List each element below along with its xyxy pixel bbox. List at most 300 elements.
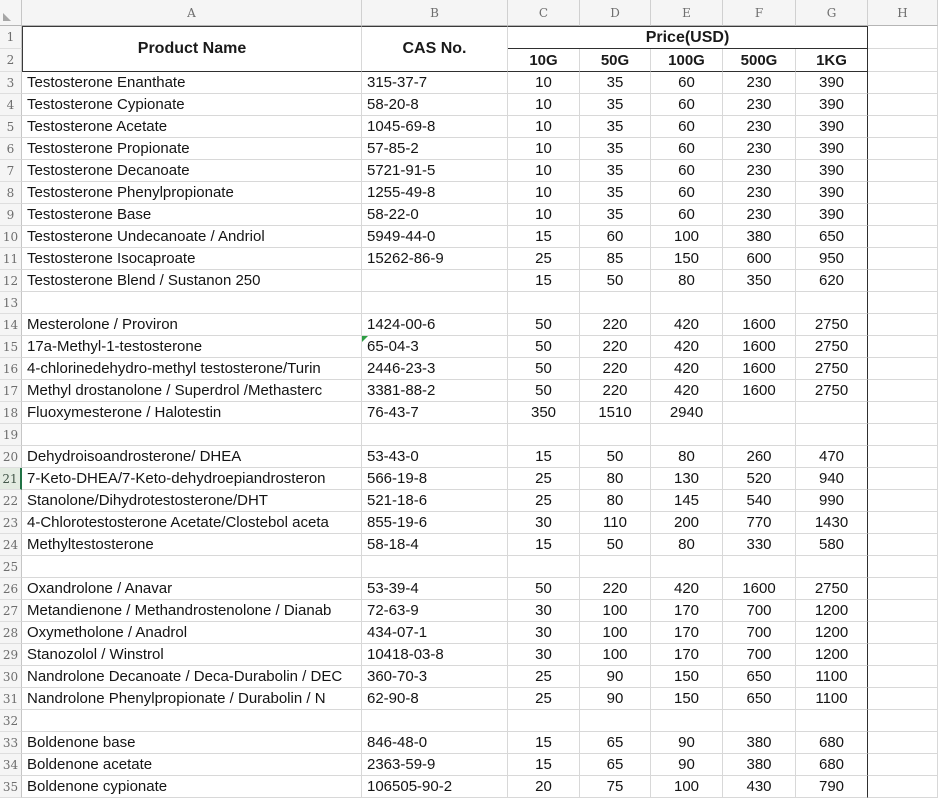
row-header-33[interactable]: 33 bbox=[0, 732, 22, 754]
cell-a18[interactable]: Fluoxymesterone / Halotestin bbox=[22, 402, 362, 424]
cell-b7[interactable]: 5721-91-5 bbox=[362, 160, 508, 182]
cell-d30[interactable]: 90 bbox=[580, 666, 651, 688]
cell-d25[interactable] bbox=[580, 556, 651, 578]
cell-h24[interactable] bbox=[868, 534, 938, 556]
cell-b28[interactable]: 434-07-1 bbox=[362, 622, 508, 644]
cell-d35[interactable]: 75 bbox=[580, 776, 651, 798]
row-header-16[interactable]: 16 bbox=[0, 358, 22, 380]
cell-d14[interactable]: 220 bbox=[580, 314, 651, 336]
cell-b23[interactable]: 855-19-6 bbox=[362, 512, 508, 534]
cell-g23[interactable]: 1430 bbox=[796, 512, 868, 534]
row-header-19[interactable]: 19 bbox=[0, 424, 22, 446]
column-header-g[interactable]: G bbox=[796, 0, 868, 26]
cell-a9[interactable]: Testosterone Base bbox=[22, 204, 362, 226]
cell-f35[interactable]: 430 bbox=[723, 776, 796, 798]
row-header-22[interactable]: 22 bbox=[0, 490, 22, 512]
cell-h15[interactable] bbox=[868, 336, 938, 358]
cell-b31[interactable]: 62-90-8 bbox=[362, 688, 508, 710]
cell-f27[interactable]: 700 bbox=[723, 600, 796, 622]
cell-c35[interactable]: 20 bbox=[508, 776, 580, 798]
cell-e9[interactable]: 60 bbox=[651, 204, 723, 226]
cell-c21[interactable]: 25 bbox=[508, 468, 580, 490]
cell-h34[interactable] bbox=[868, 754, 938, 776]
weight-header-100g[interactable]: 100G bbox=[651, 49, 723, 72]
cell-c32[interactable] bbox=[508, 710, 580, 732]
cell-c23[interactable]: 30 bbox=[508, 512, 580, 534]
cell-d9[interactable]: 35 bbox=[580, 204, 651, 226]
row-header-7[interactable]: 7 bbox=[0, 160, 22, 182]
cell-b20[interactable]: 53-43-0 bbox=[362, 446, 508, 468]
cell-h14[interactable] bbox=[868, 314, 938, 336]
cell-h32[interactable] bbox=[868, 710, 938, 732]
cell-b26[interactable]: 53-39-4 bbox=[362, 578, 508, 600]
cell-b8[interactable]: 1255-49-8 bbox=[362, 182, 508, 204]
cell-e5[interactable]: 60 bbox=[651, 116, 723, 138]
cell-d12[interactable]: 50 bbox=[580, 270, 651, 292]
price-usd-header-cell[interactable]: Price(USD) bbox=[508, 26, 868, 49]
cell-a7[interactable]: Testosterone Decanoate bbox=[22, 160, 362, 182]
row-header-12[interactable]: 12 bbox=[0, 270, 22, 292]
cell-b24[interactable]: 58-18-4 bbox=[362, 534, 508, 556]
row-header-32[interactable]: 32 bbox=[0, 710, 22, 732]
cell-g5[interactable]: 390 bbox=[796, 116, 868, 138]
cell-c27[interactable]: 30 bbox=[508, 600, 580, 622]
row-header-15[interactable]: 15 bbox=[0, 336, 22, 358]
cell-b3[interactable]: 315-37-7 bbox=[362, 72, 508, 94]
cell-d3[interactable]: 35 bbox=[580, 72, 651, 94]
cell-f3[interactable]: 230 bbox=[723, 72, 796, 94]
cell-a13[interactable] bbox=[22, 292, 362, 314]
cell-c18[interactable]: 350 bbox=[508, 402, 580, 424]
cell-e13[interactable] bbox=[651, 292, 723, 314]
cell-g18[interactable] bbox=[796, 402, 868, 424]
row-header-8[interactable]: 8 bbox=[0, 182, 22, 204]
row-header-21[interactable]: 21 bbox=[0, 468, 22, 490]
cell-g22[interactable]: 990 bbox=[796, 490, 868, 512]
cell-b21[interactable]: 566-19-8 bbox=[362, 468, 508, 490]
cell-f5[interactable]: 230 bbox=[723, 116, 796, 138]
cell-e14[interactable]: 420 bbox=[651, 314, 723, 336]
cell-f8[interactable]: 230 bbox=[723, 182, 796, 204]
cell-h31[interactable] bbox=[868, 688, 938, 710]
cell-d34[interactable]: 65 bbox=[580, 754, 651, 776]
cell-e30[interactable]: 150 bbox=[651, 666, 723, 688]
cell-e8[interactable]: 60 bbox=[651, 182, 723, 204]
cell-d23[interactable]: 110 bbox=[580, 512, 651, 534]
cell-f31[interactable]: 650 bbox=[723, 688, 796, 710]
cell-a16[interactable]: 4-chlorinedehydro-methyl testosterone/Turin bbox=[22, 358, 362, 380]
cell-g25[interactable] bbox=[796, 556, 868, 578]
cell-h23[interactable] bbox=[868, 512, 938, 534]
cell-g30[interactable]: 1100 bbox=[796, 666, 868, 688]
cell-h13[interactable] bbox=[868, 292, 938, 314]
cell-b29[interactable]: 10418-03-8 bbox=[362, 644, 508, 666]
cell-h6[interactable] bbox=[868, 138, 938, 160]
cell-b34[interactable]: 2363-59-9 bbox=[362, 754, 508, 776]
cell-h3[interactable] bbox=[868, 72, 938, 94]
cell-a29[interactable]: Stanozolol / Winstrol bbox=[22, 644, 362, 666]
cell-f30[interactable]: 650 bbox=[723, 666, 796, 688]
row-header-1[interactable]: 1 bbox=[0, 26, 22, 49]
cell-d17[interactable]: 220 bbox=[580, 380, 651, 402]
cell-e26[interactable]: 420 bbox=[651, 578, 723, 600]
cell-h5[interactable] bbox=[868, 116, 938, 138]
cell-f18[interactable] bbox=[723, 402, 796, 424]
cell-a34[interactable]: Boldenone acetate bbox=[22, 754, 362, 776]
cell-c9[interactable]: 10 bbox=[508, 204, 580, 226]
cell-f16[interactable]: 1600 bbox=[723, 358, 796, 380]
row-header-2[interactable]: 2 bbox=[0, 49, 22, 72]
cell-d29[interactable]: 100 bbox=[580, 644, 651, 666]
cell-b35[interactable]: 106505-90-2 bbox=[362, 776, 508, 798]
cell-g20[interactable]: 470 bbox=[796, 446, 868, 468]
cell-a25[interactable] bbox=[22, 556, 362, 578]
cell-c8[interactable]: 10 bbox=[508, 182, 580, 204]
cell-h8[interactable] bbox=[868, 182, 938, 204]
cell-h30[interactable] bbox=[868, 666, 938, 688]
cell-g16[interactable]: 2750 bbox=[796, 358, 868, 380]
row-header-34[interactable]: 34 bbox=[0, 754, 22, 776]
cell-g29[interactable]: 1200 bbox=[796, 644, 868, 666]
cell-h12[interactable] bbox=[868, 270, 938, 292]
cell-g13[interactable] bbox=[796, 292, 868, 314]
cell-c28[interactable]: 30 bbox=[508, 622, 580, 644]
cell-c12[interactable]: 15 bbox=[508, 270, 580, 292]
cell-f15[interactable]: 1600 bbox=[723, 336, 796, 358]
cell-f23[interactable]: 770 bbox=[723, 512, 796, 534]
cell-h2[interactable] bbox=[868, 49, 938, 72]
cell-d28[interactable]: 100 bbox=[580, 622, 651, 644]
cell-g8[interactable]: 390 bbox=[796, 182, 868, 204]
column-header-e[interactable]: E bbox=[651, 0, 723, 26]
column-header-a[interactable]: A bbox=[22, 0, 362, 26]
cell-d26[interactable]: 220 bbox=[580, 578, 651, 600]
cell-d33[interactable]: 65 bbox=[580, 732, 651, 754]
cell-a11[interactable]: Testosterone Isocaproate bbox=[22, 248, 362, 270]
cell-f34[interactable]: 380 bbox=[723, 754, 796, 776]
row-header-17[interactable]: 17 bbox=[0, 380, 22, 402]
cell-a10[interactable]: Testosterone Undecanoate / Andriol bbox=[22, 226, 362, 248]
cell-a14[interactable]: Mesterolone / Proviron bbox=[22, 314, 362, 336]
cell-f6[interactable]: 230 bbox=[723, 138, 796, 160]
cell-e18[interactable]: 2940 bbox=[651, 402, 723, 424]
cell-d24[interactable]: 50 bbox=[580, 534, 651, 556]
cell-b18[interactable]: 76-43-7 bbox=[362, 402, 508, 424]
cell-h4[interactable] bbox=[868, 94, 938, 116]
cell-d20[interactable]: 50 bbox=[580, 446, 651, 468]
cell-c17[interactable]: 50 bbox=[508, 380, 580, 402]
cell-g12[interactable]: 620 bbox=[796, 270, 868, 292]
cell-f19[interactable] bbox=[723, 424, 796, 446]
cell-c31[interactable]: 25 bbox=[508, 688, 580, 710]
cell-b13[interactable] bbox=[362, 292, 508, 314]
cell-a30[interactable]: Nandrolone Decanoate / Deca-Durabolin / DEC bbox=[22, 666, 362, 688]
cell-f24[interactable]: 330 bbox=[723, 534, 796, 556]
cell-e34[interactable]: 90 bbox=[651, 754, 723, 776]
cell-c14[interactable]: 50 bbox=[508, 314, 580, 336]
cell-d18[interactable]: 1510 bbox=[580, 402, 651, 424]
cell-e17[interactable]: 420 bbox=[651, 380, 723, 402]
cell-c3[interactable]: 10 bbox=[508, 72, 580, 94]
cell-e20[interactable]: 80 bbox=[651, 446, 723, 468]
cell-h7[interactable] bbox=[868, 160, 938, 182]
cell-h27[interactable] bbox=[868, 600, 938, 622]
cell-e12[interactable]: 80 bbox=[651, 270, 723, 292]
cell-c33[interactable]: 15 bbox=[508, 732, 580, 754]
cell-g7[interactable]: 390 bbox=[796, 160, 868, 182]
cell-c6[interactable]: 10 bbox=[508, 138, 580, 160]
cell-a3[interactable]: Testosterone Enanthate bbox=[22, 72, 362, 94]
cell-g6[interactable]: 390 bbox=[796, 138, 868, 160]
cell-e16[interactable]: 420 bbox=[651, 358, 723, 380]
cell-h29[interactable] bbox=[868, 644, 938, 666]
cell-b17[interactable]: 3381-88-2 bbox=[362, 380, 508, 402]
cell-g14[interactable]: 2750 bbox=[796, 314, 868, 336]
cell-h10[interactable] bbox=[868, 226, 938, 248]
cell-e23[interactable]: 200 bbox=[651, 512, 723, 534]
cell-h16[interactable] bbox=[868, 358, 938, 380]
cell-f20[interactable]: 260 bbox=[723, 446, 796, 468]
cell-g31[interactable]: 1100 bbox=[796, 688, 868, 710]
cell-f12[interactable]: 350 bbox=[723, 270, 796, 292]
cell-a28[interactable]: Oxymetholone / Anadrol bbox=[22, 622, 362, 644]
cell-b5[interactable]: 1045-69-8 bbox=[362, 116, 508, 138]
cell-a19[interactable] bbox=[22, 424, 362, 446]
cell-h18[interactable] bbox=[868, 402, 938, 424]
cell-d5[interactable]: 35 bbox=[580, 116, 651, 138]
cell-a23[interactable]: 4-Chlorotestosterone Acetate/Clostebol aceta bbox=[22, 512, 362, 534]
cell-g24[interactable]: 580 bbox=[796, 534, 868, 556]
cell-a17[interactable]: Methyl drostanolone / Superdrol /Methasterc bbox=[22, 380, 362, 402]
cell-e33[interactable]: 90 bbox=[651, 732, 723, 754]
row-header-35[interactable]: 35 bbox=[0, 776, 22, 798]
cell-d21[interactable]: 80 bbox=[580, 468, 651, 490]
select-all-corner[interactable] bbox=[0, 0, 22, 26]
cell-f29[interactable]: 700 bbox=[723, 644, 796, 666]
cell-a35[interactable]: Boldenone cypionate bbox=[22, 776, 362, 798]
cell-e10[interactable]: 100 bbox=[651, 226, 723, 248]
cell-b9[interactable]: 58-22-0 bbox=[362, 204, 508, 226]
row-header-28[interactable]: 28 bbox=[0, 622, 22, 644]
cell-h25[interactable] bbox=[868, 556, 938, 578]
cell-e19[interactable] bbox=[651, 424, 723, 446]
cell-e29[interactable]: 170 bbox=[651, 644, 723, 666]
column-header-b[interactable]: B bbox=[362, 0, 508, 26]
cell-a21[interactable]: 7-Keto-DHEA/7-Keto-dehydroepiandrosteron bbox=[22, 468, 362, 490]
cell-d11[interactable]: 85 bbox=[580, 248, 651, 270]
cell-h11[interactable] bbox=[868, 248, 938, 270]
cell-d16[interactable]: 220 bbox=[580, 358, 651, 380]
cell-c26[interactable]: 50 bbox=[508, 578, 580, 600]
cell-b27[interactable]: 72-63-9 bbox=[362, 600, 508, 622]
cell-d10[interactable]: 60 bbox=[580, 226, 651, 248]
cell-h20[interactable] bbox=[868, 446, 938, 468]
cell-h28[interactable] bbox=[868, 622, 938, 644]
cell-h35[interactable] bbox=[868, 776, 938, 798]
cell-f21[interactable]: 520 bbox=[723, 468, 796, 490]
cell-f22[interactable]: 540 bbox=[723, 490, 796, 512]
cell-c4[interactable]: 10 bbox=[508, 94, 580, 116]
cell-c24[interactable]: 15 bbox=[508, 534, 580, 556]
cell-a22[interactable]: Stanolone/Dihydrotestosterone/DHT bbox=[22, 490, 362, 512]
cell-h21[interactable] bbox=[868, 468, 938, 490]
weight-header-500g[interactable]: 500G bbox=[723, 49, 796, 72]
cell-e25[interactable] bbox=[651, 556, 723, 578]
cell-g21[interactable]: 940 bbox=[796, 468, 868, 490]
cell-e21[interactable]: 130 bbox=[651, 468, 723, 490]
cell-b14[interactable]: 1424-00-6 bbox=[362, 314, 508, 336]
cell-f26[interactable]: 1600 bbox=[723, 578, 796, 600]
cell-a27[interactable]: Metandienone / Methandrostenolone / Dianab bbox=[22, 600, 362, 622]
cell-e24[interactable]: 80 bbox=[651, 534, 723, 556]
cell-b11[interactable]: 15262-86-9 bbox=[362, 248, 508, 270]
cell-e4[interactable]: 60 bbox=[651, 94, 723, 116]
cell-d19[interactable] bbox=[580, 424, 651, 446]
cell-c16[interactable]: 50 bbox=[508, 358, 580, 380]
cell-c10[interactable]: 15 bbox=[508, 226, 580, 248]
cell-d6[interactable]: 35 bbox=[580, 138, 651, 160]
cell-b33[interactable]: 846-48-0 bbox=[362, 732, 508, 754]
cell-d31[interactable]: 90 bbox=[580, 688, 651, 710]
cell-a8[interactable]: Testosterone Phenylpropionate bbox=[22, 182, 362, 204]
cell-b16[interactable]: 2446-23-3 bbox=[362, 358, 508, 380]
cell-e7[interactable]: 60 bbox=[651, 160, 723, 182]
cell-f25[interactable] bbox=[723, 556, 796, 578]
cell-g28[interactable]: 1200 bbox=[796, 622, 868, 644]
cell-g9[interactable]: 390 bbox=[796, 204, 868, 226]
cell-f14[interactable]: 1600 bbox=[723, 314, 796, 336]
cell-b22[interactable]: 521-18-6 bbox=[362, 490, 508, 512]
cell-c25[interactable] bbox=[508, 556, 580, 578]
cell-f7[interactable]: 230 bbox=[723, 160, 796, 182]
cell-b12[interactable] bbox=[362, 270, 508, 292]
cell-h17[interactable] bbox=[868, 380, 938, 402]
cell-f4[interactable]: 230 bbox=[723, 94, 796, 116]
cell-g10[interactable]: 650 bbox=[796, 226, 868, 248]
cell-h22[interactable] bbox=[868, 490, 938, 512]
cell-f9[interactable]: 230 bbox=[723, 204, 796, 226]
cell-d8[interactable]: 35 bbox=[580, 182, 651, 204]
row-header-20[interactable]: 20 bbox=[0, 446, 22, 468]
cell-g11[interactable]: 950 bbox=[796, 248, 868, 270]
row-header-11[interactable]: 11 bbox=[0, 248, 22, 270]
cell-g35[interactable]: 790 bbox=[796, 776, 868, 798]
cell-c34[interactable]: 15 bbox=[508, 754, 580, 776]
column-header-h[interactable]: H bbox=[868, 0, 938, 26]
row-header-27[interactable]: 27 bbox=[0, 600, 22, 622]
cell-f33[interactable]: 380 bbox=[723, 732, 796, 754]
cell-h1[interactable] bbox=[868, 26, 938, 49]
row-header-9[interactable]: 9 bbox=[0, 204, 22, 226]
cell-d22[interactable]: 80 bbox=[580, 490, 651, 512]
cell-b6[interactable]: 57-85-2 bbox=[362, 138, 508, 160]
cell-g34[interactable]: 680 bbox=[796, 754, 868, 776]
cell-h26[interactable] bbox=[868, 578, 938, 600]
cell-c5[interactable]: 10 bbox=[508, 116, 580, 138]
cell-c30[interactable]: 25 bbox=[508, 666, 580, 688]
cell-a5[interactable]: Testosterone Acetate bbox=[22, 116, 362, 138]
cell-h9[interactable] bbox=[868, 204, 938, 226]
row-header-14[interactable]: 14 bbox=[0, 314, 22, 336]
row-header-29[interactable]: 29 bbox=[0, 644, 22, 666]
cell-b4[interactable]: 58-20-8 bbox=[362, 94, 508, 116]
row-header-25[interactable]: 25 bbox=[0, 556, 22, 578]
cell-c11[interactable]: 25 bbox=[508, 248, 580, 270]
cell-e22[interactable]: 145 bbox=[651, 490, 723, 512]
cell-f11[interactable]: 600 bbox=[723, 248, 796, 270]
cell-e3[interactable]: 60 bbox=[651, 72, 723, 94]
cell-d15[interactable]: 220 bbox=[580, 336, 651, 358]
cell-g26[interactable]: 2750 bbox=[796, 578, 868, 600]
column-header-f[interactable]: F bbox=[723, 0, 796, 26]
cell-e28[interactable]: 170 bbox=[651, 622, 723, 644]
cell-a24[interactable]: Methyltestosterone bbox=[22, 534, 362, 556]
cell-a33[interactable]: Boldenone base bbox=[22, 732, 362, 754]
row-header-5[interactable]: 5 bbox=[0, 116, 22, 138]
cell-e32[interactable] bbox=[651, 710, 723, 732]
cell-c13[interactable] bbox=[508, 292, 580, 314]
cell-a32[interactable] bbox=[22, 710, 362, 732]
cell-g32[interactable] bbox=[796, 710, 868, 732]
cell-e31[interactable]: 150 bbox=[651, 688, 723, 710]
cas-no-header-cell[interactable]: CAS No. bbox=[362, 26, 508, 72]
row-header-13[interactable]: 13 bbox=[0, 292, 22, 314]
row-header-6[interactable]: 6 bbox=[0, 138, 22, 160]
cell-d13[interactable] bbox=[580, 292, 651, 314]
cell-f28[interactable]: 700 bbox=[723, 622, 796, 644]
cell-h33[interactable] bbox=[868, 732, 938, 754]
row-header-10[interactable]: 10 bbox=[0, 226, 22, 248]
cell-f10[interactable]: 380 bbox=[723, 226, 796, 248]
cell-a20[interactable]: Dehydroisoandrosterone/ DHEA bbox=[22, 446, 362, 468]
weight-header-10g[interactable]: 10G bbox=[508, 49, 580, 72]
row-header-18[interactable]: 18 bbox=[0, 402, 22, 424]
cell-a26[interactable]: Oxandrolone / Anavar bbox=[22, 578, 362, 600]
row-header-3[interactable]: 3 bbox=[0, 72, 22, 94]
cell-f32[interactable] bbox=[723, 710, 796, 732]
cell-e11[interactable]: 150 bbox=[651, 248, 723, 270]
row-header-31[interactable]: 31 bbox=[0, 688, 22, 710]
column-header-d[interactable]: D bbox=[580, 0, 651, 26]
cell-f17[interactable]: 1600 bbox=[723, 380, 796, 402]
cell-g15[interactable]: 2750 bbox=[796, 336, 868, 358]
cell-b19[interactable] bbox=[362, 424, 508, 446]
cell-c15[interactable]: 50 bbox=[508, 336, 580, 358]
weight-header-50g[interactable]: 50G bbox=[580, 49, 651, 72]
weight-header-1kg[interactable]: 1KG bbox=[796, 49, 868, 72]
cell-g19[interactable] bbox=[796, 424, 868, 446]
cell-g33[interactable]: 680 bbox=[796, 732, 868, 754]
cell-c7[interactable]: 10 bbox=[508, 160, 580, 182]
cell-e27[interactable]: 170 bbox=[651, 600, 723, 622]
cell-b32[interactable] bbox=[362, 710, 508, 732]
cell-e6[interactable]: 60 bbox=[651, 138, 723, 160]
cell-a6[interactable]: Testosterone Propionate bbox=[22, 138, 362, 160]
cell-c22[interactable]: 25 bbox=[508, 490, 580, 512]
row-header-24[interactable]: 24 bbox=[0, 534, 22, 556]
cell-e15[interactable]: 420 bbox=[651, 336, 723, 358]
row-header-26[interactable]: 26 bbox=[0, 578, 22, 600]
cell-c29[interactable]: 30 bbox=[508, 644, 580, 666]
cell-g3[interactable]: 390 bbox=[796, 72, 868, 94]
cell-b10[interactable]: 5949-44-0 bbox=[362, 226, 508, 248]
row-header-23[interactable]: 23 bbox=[0, 512, 22, 534]
cell-b25[interactable] bbox=[362, 556, 508, 578]
row-header-30[interactable]: 30 bbox=[0, 666, 22, 688]
cell-b15[interactable]: 65-04-3 bbox=[362, 336, 508, 358]
cell-f13[interactable] bbox=[723, 292, 796, 314]
cell-g4[interactable]: 390 bbox=[796, 94, 868, 116]
